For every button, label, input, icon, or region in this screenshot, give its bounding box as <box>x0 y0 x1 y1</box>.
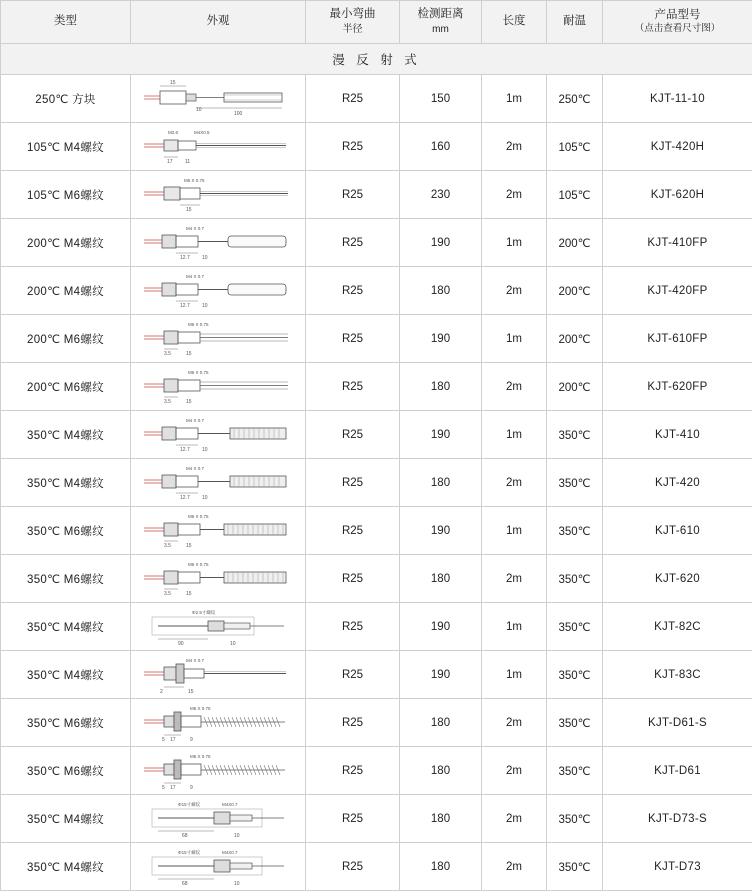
svg-text:3.5: 3.5 <box>164 398 171 405</box>
drawing-m4-thread-armor <box>131 413 305 457</box>
cell-appearance <box>131 123 306 171</box>
svg-text:15: 15 <box>170 79 176 86</box>
drawing-block-probe <box>131 77 305 121</box>
svg-text:M6 X 0.75: M6 X 0.75 <box>188 321 209 327</box>
table-row <box>1 747 752 795</box>
svg-text:15: 15 <box>186 350 192 357</box>
svg-text:17: 17 <box>170 736 176 743</box>
drawing-long-bar-probe <box>131 605 305 649</box>
svg-text:M4 X 0.7: M4 X 0.7 <box>186 465 205 471</box>
cell-distance: 180 <box>400 555 482 603</box>
cell-appearance <box>131 363 306 411</box>
header-detect-distance-unit: mm <box>432 24 449 35</box>
drawing-m6-thread-sleeve <box>131 317 305 361</box>
cell-length: 1m <box>482 411 547 459</box>
cell-appearance <box>131 267 306 315</box>
cell-temperature: 350℃ <box>547 603 603 651</box>
drawing-phi15-bar-probe <box>131 845 305 889</box>
header-bend-radius-label: 最小弯曲 <box>329 8 376 21</box>
svg-text:15: 15 <box>186 590 192 597</box>
drawing-angle-probe <box>131 653 305 697</box>
section-row-diffuse <box>1 44 752 75</box>
cell-type: 250℃ 方块 <box>1 75 131 123</box>
cell-type: 350℃ M4螺纹 <box>1 843 131 891</box>
cell-bend-radius: R25 <box>306 411 400 459</box>
cell-type: 350℃ M6螺纹 <box>1 555 131 603</box>
table-row <box>1 363 752 411</box>
cell-model[interactable]: KJT-D61 <box>603 747 752 795</box>
cell-model[interactable]: KJT-610 <box>603 507 752 555</box>
cell-appearance <box>131 507 306 555</box>
cell-appearance <box>131 219 306 267</box>
table-body <box>1 44 752 891</box>
cell-type: 200℃ M6螺纹 <box>1 315 131 363</box>
cell-temperature: 350℃ <box>547 699 603 747</box>
cell-distance: 180 <box>400 747 482 795</box>
cell-distance: 160 <box>400 123 482 171</box>
cell-distance: 180 <box>400 267 482 315</box>
cell-temperature: 350℃ <box>547 843 603 891</box>
cell-length: 1m <box>482 315 547 363</box>
cell-appearance <box>131 747 306 795</box>
header-appearance-label: 外观 <box>206 15 230 28</box>
svg-text:17: 17 <box>167 158 173 165</box>
cell-model[interactable]: KJT-D73-S <box>603 795 752 843</box>
cell-length: 2m <box>482 555 547 603</box>
table-row <box>1 843 752 891</box>
svg-text:M4X0.7: M4X0.7 <box>222 849 238 855</box>
cell-temperature: 350℃ <box>547 747 603 795</box>
cell-temperature: 200℃ <box>547 267 603 315</box>
cell-temperature: 350℃ <box>547 651 603 699</box>
svg-text:10: 10 <box>196 106 202 113</box>
header-bend-radius-sub: 半径 <box>342 24 363 35</box>
cell-model[interactable]: KJT-11-10 <box>603 75 752 123</box>
cell-model[interactable]: KJT-82C <box>603 603 752 651</box>
cell-type: 350℃ M4螺纹 <box>1 795 131 843</box>
svg-text:90: 90 <box>178 640 184 647</box>
cell-bend-radius: R25 <box>306 651 400 699</box>
cell-model[interactable]: KJT-420 <box>603 459 752 507</box>
cell-temperature: 105℃ <box>547 123 603 171</box>
drawing-m6-thread-armor <box>131 557 305 601</box>
svg-text:68: 68 <box>182 880 188 887</box>
table-row <box>1 555 752 603</box>
cell-bend-radius: R25 <box>306 171 400 219</box>
svg-text:15: 15 <box>186 542 192 549</box>
cell-type: 105℃ M4螺纹 <box>1 123 131 171</box>
cell-length: 1m <box>482 75 547 123</box>
svg-text:10: 10 <box>234 832 240 839</box>
header-length-label: 长度 <box>502 15 526 28</box>
header-length <box>482 1 547 44</box>
cell-appearance <box>131 843 306 891</box>
drawing-m4-thread-sleeve <box>131 221 305 265</box>
cell-length: 1m <box>482 603 547 651</box>
cell-temperature: 350℃ <box>547 459 603 507</box>
table-row <box>1 459 752 507</box>
svg-text:M6 X 0.75: M6 X 0.75 <box>188 513 209 519</box>
cell-temperature: 200℃ <box>547 219 603 267</box>
cell-type: 350℃ M6螺纹 <box>1 699 131 747</box>
cell-distance: 190 <box>400 219 482 267</box>
svg-text:M4 X 0.7: M4 X 0.7 <box>186 225 205 231</box>
header-temperature <box>547 1 603 44</box>
cell-bend-radius: R25 <box>306 219 400 267</box>
cell-temperature: 250℃ <box>547 75 603 123</box>
svg-text:17: 17 <box>170 784 176 791</box>
cell-temperature: 350℃ <box>547 507 603 555</box>
svg-text:M4X0.5: M4X0.5 <box>194 129 210 135</box>
cell-distance: 190 <box>400 651 482 699</box>
svg-text:5: 5 <box>162 736 165 743</box>
cell-appearance <box>131 171 306 219</box>
cell-bend-radius: R25 <box>306 363 400 411</box>
svg-text:10: 10 <box>202 254 208 261</box>
cell-temperature: 350℃ <box>547 411 603 459</box>
cell-appearance <box>131 795 306 843</box>
cell-length: 2m <box>482 267 547 315</box>
svg-text:M4 X 0.7: M4 X 0.7 <box>186 273 205 279</box>
svg-text:68: 68 <box>182 832 188 839</box>
drawing-m6-thread-sleeve <box>131 365 305 409</box>
drawing-m6-thread-armor <box>131 509 305 553</box>
cell-appearance <box>131 699 306 747</box>
cell-distance: 180 <box>400 459 482 507</box>
cell-length: 2m <box>482 795 547 843</box>
svg-text:M6 X 0.75: M6 X 0.75 <box>188 369 209 375</box>
svg-text:12.7: 12.7 <box>180 446 190 453</box>
svg-text:M6 X 0.75: M6 X 0.75 <box>184 177 205 183</box>
header-bend-radius <box>306 1 400 44</box>
header-type <box>1 1 131 44</box>
cell-model[interactable]: KJT-D73 <box>603 843 752 891</box>
cell-length: 2m <box>482 171 547 219</box>
svg-text:M6 X 0.75: M6 X 0.75 <box>190 753 211 759</box>
svg-text:11: 11 <box>185 158 191 165</box>
svg-text:3.5: 3.5 <box>164 350 171 357</box>
table-row <box>1 603 752 651</box>
svg-text:12.7: 12.7 <box>180 302 190 309</box>
cell-model[interactable]: KJT-620 <box>603 555 752 603</box>
cell-model[interactable]: KJT-420H <box>603 123 752 171</box>
cell-temperature: 350℃ <box>547 795 603 843</box>
cell-length: 1m <box>482 651 547 699</box>
cell-distance: 180 <box>400 843 482 891</box>
cell-temperature: 105℃ <box>547 171 603 219</box>
header-type-label: 类型 <box>54 15 77 28</box>
header-model-note: （点击查看尺寸图） <box>634 23 721 35</box>
cell-distance: 180 <box>400 795 482 843</box>
svg-text:9: 9 <box>190 784 193 791</box>
svg-text:2: 2 <box>160 688 163 695</box>
svg-text:15: 15 <box>186 206 192 213</box>
svg-text:10: 10 <box>230 640 236 647</box>
cell-length: 2m <box>482 123 547 171</box>
svg-text:12.7: 12.7 <box>180 254 190 261</box>
drawing-m4-thread-plain <box>131 125 305 169</box>
table-row <box>1 795 752 843</box>
cell-bend-radius: R25 <box>306 747 400 795</box>
header-row <box>1 1 752 44</box>
header-appearance <box>131 1 306 44</box>
svg-text:M2.6: M2.6 <box>168 129 179 135</box>
cell-type: 350℃ M6螺纹 <box>1 747 131 795</box>
cell-length: 2m <box>482 363 547 411</box>
cell-length: 2m <box>482 747 547 795</box>
header-detect-distance <box>400 1 482 44</box>
table-row <box>1 267 752 315</box>
svg-text:3.5: 3.5 <box>164 542 171 549</box>
cell-distance: 180 <box>400 699 482 747</box>
table-row <box>1 411 752 459</box>
svg-text:M4X0.7: M4X0.7 <box>222 801 238 807</box>
cell-bend-radius: R25 <box>306 795 400 843</box>
table-row <box>1 651 752 699</box>
cell-appearance <box>131 315 306 363</box>
svg-text:M4 X 0.7: M4 X 0.7 <box>186 417 205 423</box>
cell-length: 1m <box>482 219 547 267</box>
cell-bend-radius: R25 <box>306 699 400 747</box>
drawing-m6-thread-plain <box>131 173 305 217</box>
table-row <box>1 171 752 219</box>
cell-bend-radius: R25 <box>306 555 400 603</box>
table-row <box>1 75 752 123</box>
cell-bend-radius: R25 <box>306 843 400 891</box>
svg-text:9: 9 <box>190 736 193 743</box>
table-header <box>1 1 752 44</box>
cell-model[interactable]: KJT-410FP <box>603 219 752 267</box>
table-row <box>1 315 752 363</box>
svg-text:10: 10 <box>202 302 208 309</box>
cell-appearance <box>131 603 306 651</box>
cell-bend-radius: R25 <box>306 267 400 315</box>
cell-type: 105℃ M6螺纹 <box>1 171 131 219</box>
svg-text:10: 10 <box>234 880 240 887</box>
header-model-label: 产品型号 <box>654 8 701 21</box>
svg-text:12.7: 12.7 <box>180 494 190 501</box>
cell-bend-radius: R25 <box>306 75 400 123</box>
cell-appearance <box>131 411 306 459</box>
svg-text:15: 15 <box>186 398 192 405</box>
svg-text:Φ15寸螺纹: Φ15寸螺纹 <box>178 849 201 855</box>
table-row <box>1 123 752 171</box>
cell-model[interactable]: KJT-D61-S <box>603 699 752 747</box>
drawing-phi15-bar-probe <box>131 797 305 841</box>
cell-distance: 150 <box>400 75 482 123</box>
cell-type: 350℃ M6螺纹 <box>1 507 131 555</box>
table-row <box>1 507 752 555</box>
cell-model[interactable]: KJT-420FP <box>603 267 752 315</box>
table-row <box>1 219 752 267</box>
cell-distance: 190 <box>400 603 482 651</box>
cell-type: 350℃ M4螺纹 <box>1 459 131 507</box>
cell-type: 200℃ M4螺纹 <box>1 267 131 315</box>
section-title: 漫 反 射 式 <box>1 44 752 75</box>
header-model <box>603 1 752 44</box>
cell-bend-radius: R25 <box>306 459 400 507</box>
cell-length: 2m <box>482 459 547 507</box>
svg-text:100: 100 <box>234 110 243 117</box>
cell-distance: 180 <box>400 363 482 411</box>
cell-appearance <box>131 555 306 603</box>
cell-model[interactable]: KJT-620H <box>603 171 752 219</box>
svg-text:Φ15寸螺纹: Φ15寸螺纹 <box>178 801 201 807</box>
svg-text:3.5: 3.5 <box>164 590 171 597</box>
svg-text:15: 15 <box>188 688 194 695</box>
cell-distance: 190 <box>400 315 482 363</box>
cell-distance: 230 <box>400 171 482 219</box>
cell-type: 200℃ M4螺纹 <box>1 219 131 267</box>
svg-text:M6 X 0.75: M6 X 0.75 <box>190 705 211 711</box>
cell-model[interactable]: KJT-410 <box>603 411 752 459</box>
cell-temperature: 200℃ <box>547 363 603 411</box>
cell-type: 200℃ M6螺纹 <box>1 363 131 411</box>
cell-distance: 190 <box>400 507 482 555</box>
cell-model[interactable]: KJT-83C <box>603 651 752 699</box>
cell-type: 350℃ M4螺纹 <box>1 411 131 459</box>
table-row <box>1 699 752 747</box>
drawing-m6-flange-spring <box>131 701 305 745</box>
cell-bend-radius: R25 <box>306 123 400 171</box>
cell-appearance <box>131 459 306 507</box>
drawing-m6-flange-spring <box>131 749 305 793</box>
drawing-m4-thread-armor <box>131 461 305 505</box>
cell-bend-radius: R25 <box>306 603 400 651</box>
cell-model[interactable]: KJT-610FP <box>603 315 752 363</box>
drawing-m4-thread-sleeve <box>131 269 305 313</box>
cell-bend-radius: R25 <box>306 507 400 555</box>
cell-type: 350℃ M4螺纹 <box>1 651 131 699</box>
svg-text:M4 X 0.7: M4 X 0.7 <box>186 657 205 663</box>
cell-type: 350℃ M4螺纹 <box>1 603 131 651</box>
cell-model[interactable]: KJT-620FP <box>603 363 752 411</box>
svg-text:M6 X 0.75: M6 X 0.75 <box>188 561 209 567</box>
cell-bend-radius: R25 <box>306 315 400 363</box>
svg-text:Φ2.5寸螺纹: Φ2.5寸螺纹 <box>192 609 216 615</box>
cell-length: 1m <box>482 507 547 555</box>
cell-appearance <box>131 651 306 699</box>
svg-text:10: 10 <box>202 446 208 453</box>
header-temperature-label: 耐温 <box>563 15 586 28</box>
svg-text:10: 10 <box>202 494 208 501</box>
cell-length: 2m <box>482 843 547 891</box>
cell-temperature: 200℃ <box>547 315 603 363</box>
header-detect-distance-label: 检测距离 <box>417 8 464 21</box>
cell-length: 2m <box>482 699 547 747</box>
cell-appearance <box>131 75 306 123</box>
cell-distance: 190 <box>400 411 482 459</box>
svg-text:5: 5 <box>162 784 165 791</box>
cell-temperature: 350℃ <box>547 555 603 603</box>
